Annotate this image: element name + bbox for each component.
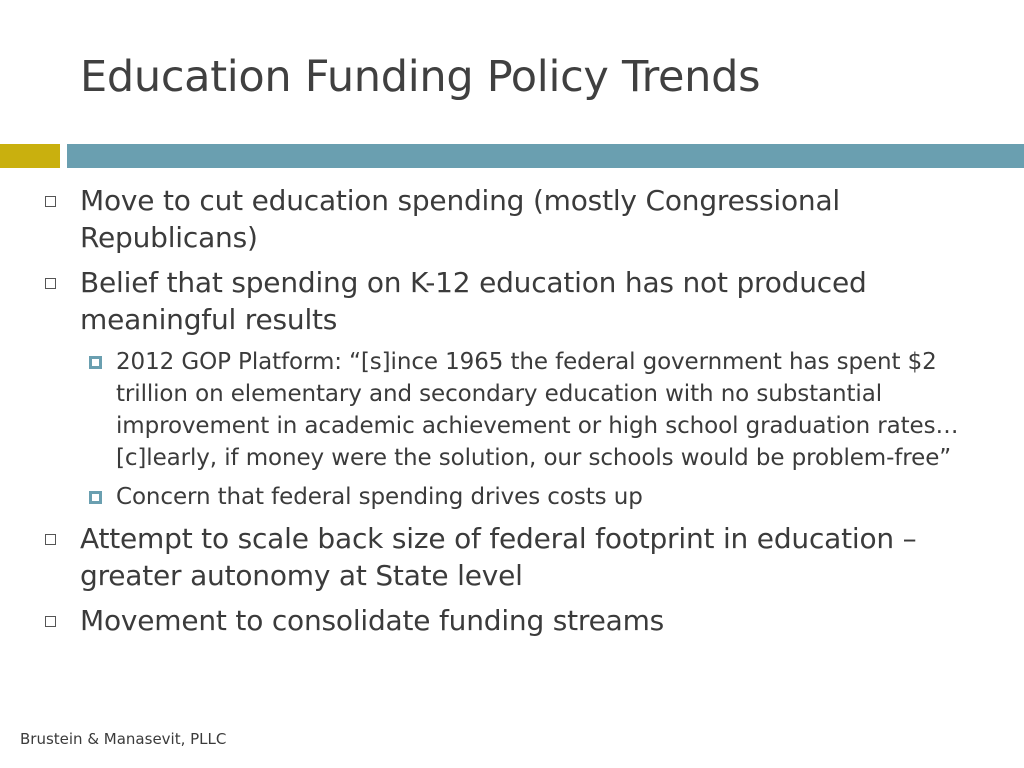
hollow-square-bullet-icon [45,196,56,207]
bullet-text: Movement to consolidate funding streams [80,604,665,637]
accent-bar-teal [67,144,1024,168]
footer-text: Brustein & Manasevit, PLLC [20,730,227,748]
sub-bullet-item [76,481,980,513]
bullet-text: Attempt to scale back size of federal footprint in education – greater autonomy at State level [80,522,917,592]
bullet-item [40,602,980,639]
hollow-square-bullet-icon [45,278,56,289]
sub-bullet-item [76,346,980,474]
bullet-item [40,182,980,256]
filled-square-bullet-icon [89,491,102,504]
hollow-square-bullet-icon [45,616,56,627]
bullet-item [40,264,980,338]
hollow-square-bullet-icon [45,534,56,545]
sub-bullet-text: 2012 GOP Platform: “[s]ince 1965 the federal government has spent $2 trillion on elementary and secondary education with no substantial improvement in academic achievement or high school graduation rates…[c]learly, if money were the solution, our schools would be problem-free” [116,349,959,471]
bullet-text: Move to cut education spending (mostly Congressional Republicans) [80,184,840,254]
bullet-item [40,520,980,594]
bullet-text: Belief that spending on K-12 education has not produced meaningful results [80,266,867,336]
filled-square-bullet-icon [89,356,102,369]
sub-bullet-text: Concern that federal spending drives costs up [116,484,643,510]
accent-bar-gold [0,144,60,168]
slide-title: Education Funding Policy Trends [80,52,761,102]
bullet-list [40,182,980,647]
